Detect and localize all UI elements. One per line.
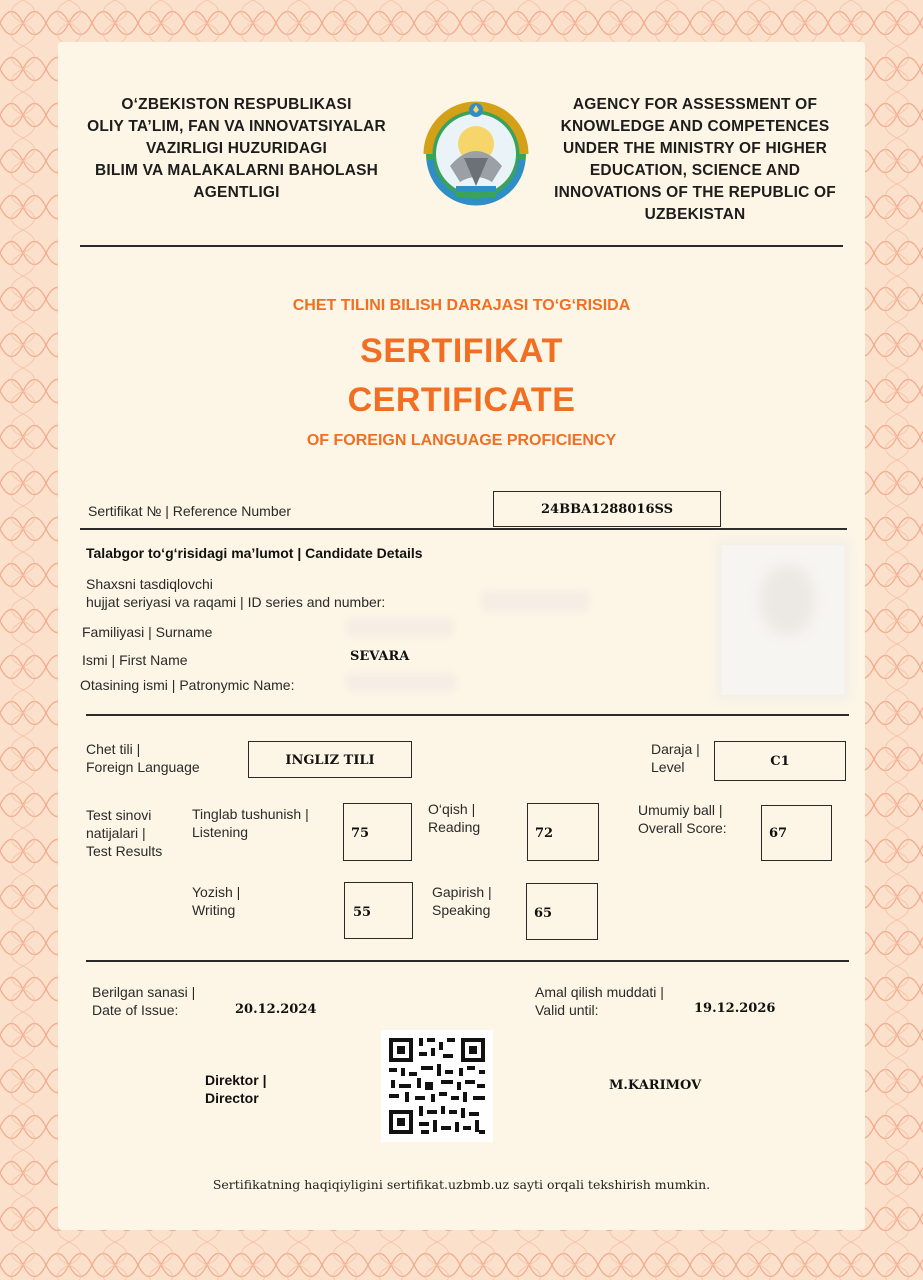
header-right-line: AGENCY FOR ASSESSMENT OF bbox=[572, 96, 818, 113]
reading-label bbox=[428, 800, 480, 836]
writing-label-line: Writing bbox=[192, 902, 236, 918]
header-left-line: AGENTLIGI bbox=[193, 184, 280, 201]
candidate-section-label: Talabgor to‘g‘risidagi ma’lumot | Candidate Details bbox=[86, 545, 423, 561]
overall-box bbox=[761, 805, 832, 861]
listening-label-line: Listening bbox=[192, 824, 249, 840]
title-sertifikat: SERTIFIKAT bbox=[360, 332, 563, 370]
level-label-line: Level bbox=[651, 759, 685, 775]
writing-box bbox=[344, 882, 413, 939]
director-label-line: Director bbox=[205, 1090, 259, 1106]
issue-label bbox=[92, 983, 195, 1019]
issue-label-line: Berilgan sanasi | bbox=[92, 984, 196, 1000]
header-right-en bbox=[538, 94, 852, 226]
valid-date-value: 19.12.2026 bbox=[694, 1001, 776, 1016]
listening-label bbox=[192, 805, 309, 841]
reference-value: 24BBA1288016SS bbox=[541, 502, 673, 517]
header-left-line: O‘ZBEKISTON RESPUBLIKASI bbox=[121, 96, 352, 113]
listening-label-line: Tinglab tushunish | bbox=[192, 806, 309, 822]
candidate-divider bbox=[86, 714, 849, 716]
photo-blurred-face bbox=[760, 565, 815, 635]
valid-label-line: Amal qilish muddati | bbox=[535, 984, 664, 1000]
valid-label-line: Valid until: bbox=[535, 1002, 599, 1018]
speaking-label bbox=[432, 883, 492, 919]
reference-label: Sertifikat № | Reference Number bbox=[88, 503, 292, 519]
level-value: C1 bbox=[770, 754, 790, 769]
level-label bbox=[651, 740, 700, 776]
qr-code-icon[interactable] bbox=[381, 1030, 493, 1142]
speaking-label-line: Speaking bbox=[432, 902, 491, 918]
writing-label bbox=[192, 883, 240, 919]
overall-value: 67 bbox=[769, 826, 788, 841]
reference-box bbox=[493, 491, 721, 527]
first-name-value: SEVARA bbox=[350, 649, 410, 664]
results-label bbox=[86, 806, 162, 860]
header-left-line: BILIM VA MALAKALARNI BAHOLASH bbox=[94, 162, 379, 179]
header-left-uz bbox=[64, 94, 409, 204]
issue-date-value: 20.12.2024 bbox=[235, 1002, 317, 1017]
language-label-line: Foreign Language bbox=[86, 759, 200, 775]
header-right-line: UNDER THE MINISTRY OF HIGHER bbox=[563, 140, 827, 157]
candidate-photo bbox=[722, 545, 844, 695]
header-right-line: INNOVATIONS OF THE REPUBLIC OF bbox=[554, 184, 836, 201]
language-value: INGLIZ TILI bbox=[285, 753, 375, 768]
overall-label bbox=[638, 801, 727, 837]
redacted-patronymic bbox=[345, 672, 457, 692]
listening-value: 75 bbox=[351, 826, 370, 841]
title-subtitle-top: CHET TILINI BILISH DARAJASI TO‘G‘RISIDA bbox=[292, 297, 631, 314]
issue-label-line: Date of Issue: bbox=[92, 1002, 179, 1018]
speaking-value: 65 bbox=[534, 906, 553, 921]
redacted-id bbox=[480, 590, 590, 612]
valid-label bbox=[535, 983, 664, 1019]
header-left-line: OLIY TA’LIM, FAN VA INNOVATSIYALAR bbox=[87, 118, 386, 135]
patronymic-label: Otasining ismi | Patronymic Name: bbox=[80, 677, 295, 693]
level-box bbox=[714, 741, 846, 781]
title-subtitle-bottom: OF FOREIGN LANGUAGE PROFICIENCY bbox=[306, 432, 617, 449]
reading-box bbox=[527, 803, 599, 861]
reference-divider bbox=[80, 528, 847, 530]
header-right-line: KNOWLEDGE AND COMPETENCES bbox=[560, 118, 830, 135]
language-label bbox=[86, 740, 200, 776]
reading-label-line: O‘qish | bbox=[428, 801, 476, 817]
writing-value: 55 bbox=[353, 905, 372, 920]
results-divider bbox=[86, 960, 849, 962]
level-label-line: Daraja | bbox=[651, 741, 700, 757]
id-label-line1: Shaxsni tasdiqlovchi bbox=[86, 576, 213, 592]
listening-box bbox=[343, 803, 412, 861]
results-label-line: Test Results bbox=[86, 843, 163, 859]
header-left-line: VAZIRLIGI HUZURIDAGI bbox=[145, 140, 328, 157]
director-name: M.KARIMOV bbox=[609, 1078, 702, 1093]
results-label-line: natijalari | bbox=[86, 825, 146, 841]
overall-label-line: Overall Score: bbox=[638, 820, 727, 836]
overall-label-line: Umumiy ball | bbox=[638, 802, 723, 818]
language-label-line: Chet tili | bbox=[86, 741, 141, 757]
writing-label-line: Yozish | bbox=[192, 884, 241, 900]
header-right-line: UZBEKISTAN bbox=[644, 206, 746, 223]
header-right-line: EDUCATION, SCIENCE AND bbox=[589, 162, 801, 179]
id-label-line2: hujjat seriyasi va raqami | ID series and number: bbox=[86, 594, 386, 610]
state-emblem-icon bbox=[420, 96, 532, 208]
first-name-label: Ismi | First Name bbox=[82, 652, 188, 668]
reading-label-line: Reading bbox=[428, 819, 481, 835]
title-certificate: CERTIFICATE bbox=[347, 381, 576, 419]
header-divider bbox=[80, 245, 843, 247]
speaking-box bbox=[526, 883, 598, 940]
qr-code-graphic bbox=[381, 1030, 493, 1142]
director-label-line: Direktor | bbox=[205, 1072, 267, 1088]
director-label bbox=[205, 1071, 267, 1107]
surname-label: Familiyasi | Surname bbox=[82, 624, 213, 640]
speaking-label-line: Gapirish | bbox=[432, 884, 492, 900]
redacted-surname bbox=[345, 617, 455, 637]
results-label-line: Test sinovi bbox=[86, 807, 152, 823]
reading-value: 72 bbox=[535, 826, 554, 841]
language-box bbox=[248, 741, 412, 778]
footer-verification-note: Sertifikatning haqiqiyligini sertifikat.uzbmb.uz sayti orqali tekshirish mumkin. bbox=[212, 1177, 711, 1192]
